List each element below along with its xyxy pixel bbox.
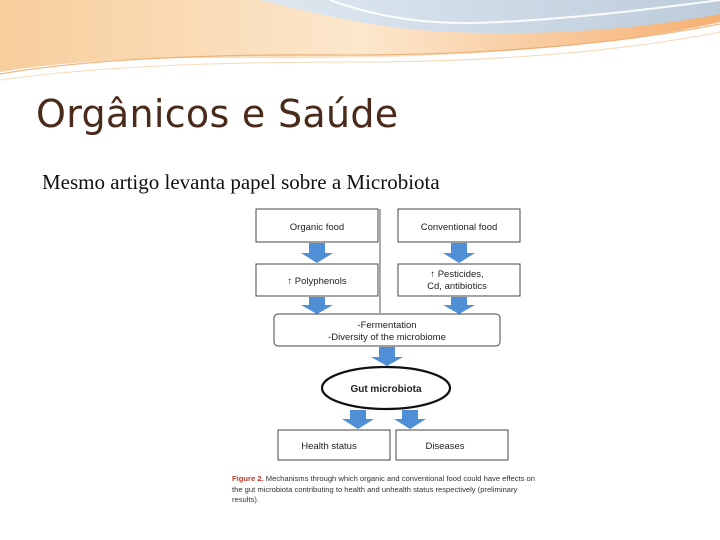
figure-caption-text: Mechanisms through which organic and conventional food could have effects on the gut microbiota contributing to health and unhealth status respectively (preliminary results).: [232, 474, 535, 504]
fermentation-label-line1: -Fermentation: [357, 320, 417, 331]
health-status-label: Health status: [301, 441, 357, 452]
arrow-down-icon: [443, 243, 475, 263]
pesticides-label-line1: ↑ Pesticides,: [430, 269, 484, 280]
figure-caption: [232, 474, 544, 506]
diseases-label: Diseases: [425, 441, 465, 452]
fermentation-label-line2: -Diversity of the microbiome: [328, 332, 446, 343]
pesticides-label-line2: Cd, antibiotics: [427, 281, 487, 292]
gut-microbiota-label: Gut microbiota: [350, 384, 422, 395]
decorative-wave-banner: [0, 0, 720, 90]
figure-label: Figure 2.: [232, 474, 264, 483]
arrow-down-icon: [342, 410, 374, 429]
arrow-down-icon: [394, 410, 426, 429]
flow-diagram-svg: [230, 205, 550, 515]
arrow-down-icon: [371, 347, 403, 366]
microbiota-flow-diagram: [230, 205, 550, 515]
conventional-food-label: Conventional food: [420, 222, 498, 233]
arrow-down-icon: [301, 243, 333, 263]
slide-title: Orgânicos e Saúde: [36, 92, 399, 136]
slide-subtitle: Mesmo artigo levanta papel sobre a Microbiota: [42, 170, 440, 194]
arrow-down-icon: [301, 297, 333, 314]
polyphenols-label: ↑ Polyphenols: [287, 276, 347, 287]
arrow-down-icon: [443, 297, 475, 314]
organic-food-label: Organic food: [289, 222, 345, 233]
